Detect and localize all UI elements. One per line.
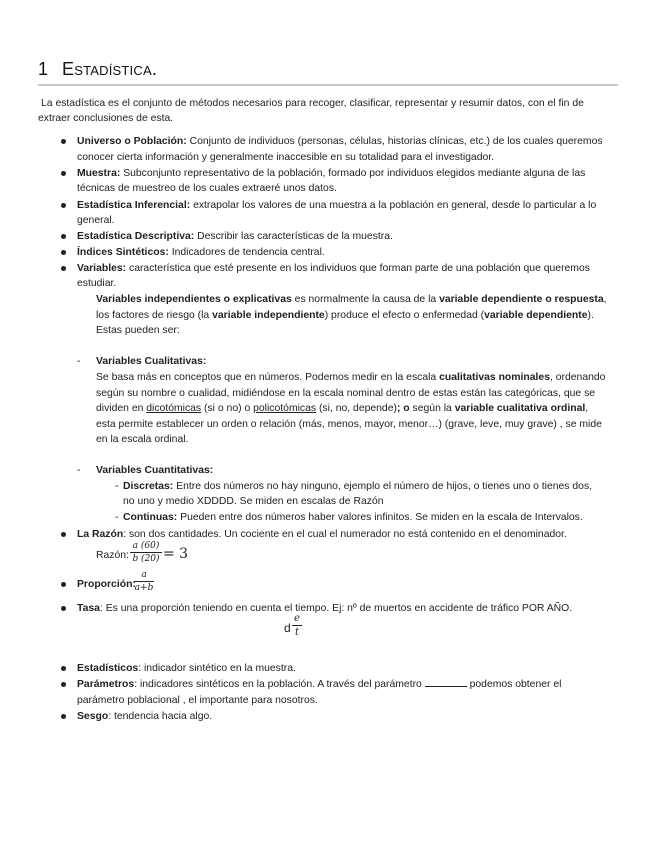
discretas-text: Entre dos números no hay ninguno, ejemplo el número de hijos, o tienes uno o tienes dos, xyxy=(173,481,593,492)
cualitativas-line-4: esta permite establecer un orden o relación (más, menos, mayor, menor…) (grave, leve, muy grave) , se mide xyxy=(96,419,602,430)
tasa-text: : Es una proporción teniendo en cuenta el tiempo. Ej: nº de muertos en accidente de tráfico POR AÑO. xyxy=(99,603,573,614)
indep-line-1 xyxy=(96,292,607,308)
bullet-icon xyxy=(61,250,66,255)
universo-text: Conjunto de individuos (personas, células, historias clínicas, etc.) de los cuales queremos xyxy=(186,136,603,147)
variables-term: Variables: xyxy=(77,263,127,274)
cuantitativas-term xyxy=(96,463,213,479)
cual-policotomicas: policotómicas xyxy=(253,403,317,414)
indep-text: es normalmente la causa de la xyxy=(291,294,440,305)
cual-dicotomicas: dicotómicas xyxy=(146,403,202,414)
muestra-text: Subconjunto representativo de la población, formado por individuos elegidos mediante alguna de las xyxy=(120,168,586,179)
discretas-dash: - xyxy=(115,481,119,492)
cual-text-3e: (si, no, depende) xyxy=(316,403,397,414)
variables-text: característica que esté presente en los individuos que forman parte de una población que queremos xyxy=(126,263,590,274)
razon-term: La Razón xyxy=(77,529,124,540)
muestra-line-1 xyxy=(77,166,585,182)
bullet-icon xyxy=(61,203,66,208)
cualitativas-term xyxy=(96,354,206,370)
proporcion-line xyxy=(77,577,136,593)
bullet-icon xyxy=(61,682,66,687)
sesgo-text: : tendencia hacia algo. xyxy=(108,711,213,722)
universo-line-1 xyxy=(77,134,603,150)
bullet-icon xyxy=(61,714,66,719)
indep-line-2 xyxy=(96,308,594,324)
cual-text-1c: , ordenando xyxy=(549,372,606,383)
cual-o: ; o xyxy=(396,403,410,414)
razon-denominator: b (20) xyxy=(132,554,160,564)
razon-result: = 3 xyxy=(163,546,189,562)
tasa-line xyxy=(77,601,572,617)
cualitativas-line-1 xyxy=(96,370,605,386)
estadisticos-line xyxy=(77,661,296,677)
bullet-icon xyxy=(61,139,66,144)
indices-line xyxy=(77,245,325,261)
cualitativas-line-3 xyxy=(96,401,588,417)
indep-text-2: los factores de riesgo (la xyxy=(96,310,213,321)
razon-label: Razón: xyxy=(96,550,129,561)
razon-fraction xyxy=(130,541,162,564)
bullet-icon xyxy=(61,266,66,271)
variables-line-1 xyxy=(77,261,590,277)
continuas-line xyxy=(123,510,583,526)
tasa-d: d xyxy=(284,621,291,635)
inferencial-text: extrapolar los valores de una muestra a la población en general, desde lo particular a lo xyxy=(190,200,597,211)
bullet-icon xyxy=(61,606,66,611)
fraction-line xyxy=(292,625,302,626)
muestra-line-2: técnicas de muestreo de los cuales extraeré unos datos. xyxy=(77,183,337,194)
cual-comma: , xyxy=(585,403,589,414)
indep-comma: , xyxy=(603,294,607,305)
continuas-dash: - xyxy=(115,512,119,523)
cualitativas-line-5: en la escala ordinal. xyxy=(96,434,189,445)
indep-term: Variables independientes o explicativas xyxy=(96,294,292,305)
cualitativas-line-2: según su nombre o cualidad, midiéndose en la escala nominal dentro de estas están las categóricas, que se xyxy=(96,388,596,399)
intro-line-2: extraer conclusiones de esta. xyxy=(38,113,174,124)
descriptiva-term: Estadística Descriptiva: xyxy=(77,231,195,242)
tasa-fraction xyxy=(292,613,302,638)
descriptiva-line xyxy=(77,229,393,245)
tasa-term: Tasa xyxy=(77,603,100,614)
discretas-line-1 xyxy=(123,479,592,495)
cual-text-3a: dividen en xyxy=(96,403,147,414)
section-title: Estadística. xyxy=(62,59,158,79)
cual-nominal: cualitativas nominales xyxy=(439,372,550,383)
indep-close: ). xyxy=(587,310,594,321)
estadisticos-text: : indicador sintético en la muestra. xyxy=(138,663,296,674)
descriptiva-text: Describir las características de la muestra. xyxy=(194,231,393,242)
universo-term: Universo o Población: xyxy=(77,136,187,147)
parametros-line-1 xyxy=(77,677,561,693)
bullet-icon xyxy=(61,171,66,176)
cual-ordinal: variable cualitativa ordinal xyxy=(454,403,586,414)
muestra-term: Muestra: xyxy=(77,168,121,179)
discretas-term: Discretas: xyxy=(123,481,174,492)
indices-term: Índices Sintéticos: xyxy=(77,247,169,258)
proporcion-denominator: a+b xyxy=(134,583,154,593)
indep-term-2: variable independiente xyxy=(212,310,325,321)
sesgo-line xyxy=(77,709,212,725)
intro-line-1: La estadística es el conjunto de métodos necesarios para recoger, clasificar, representar y resumir datos, con el fin de xyxy=(41,98,584,109)
bullet-icon xyxy=(61,666,66,671)
cual-text-3g: según la xyxy=(409,403,455,414)
variables-line-2: estudiar. xyxy=(77,278,117,289)
dep-term-2: variable dependiente xyxy=(484,310,588,321)
razon-text: : son dos cantidades. Un cociente en el cual el numerador no está contenido en el denominador. xyxy=(123,529,567,540)
heading-rule xyxy=(38,84,618,86)
cual-text-3c: (si o no) o xyxy=(201,403,254,414)
fraction-line xyxy=(130,552,162,553)
universo-line-2: conocer cierta información y generalmente inaccesible en su totalidad para el investigador. xyxy=(77,152,495,163)
bullet-icon xyxy=(61,582,66,587)
cualitativas-term-text: Variables Cualitativas: xyxy=(96,356,207,367)
inferencial-line-2: general. xyxy=(77,215,115,226)
cual-text-1: Se basa más en conceptos que en números. Podemos medir en la escala xyxy=(96,372,440,383)
proporcion-term: Proporción: xyxy=(77,579,136,590)
estadisticos-term: Estadísticos xyxy=(77,663,139,674)
parametros-text: : indicadores sintéticos en la población. A través del parámetro xyxy=(134,679,425,690)
section-heading xyxy=(38,58,157,80)
discretas-line-2: no uno y medio XDDDD. Se miden en escalas de Razón xyxy=(123,496,384,507)
bullet-icon xyxy=(61,234,66,239)
parametros-line-2: parámetro poblacional , el importante para nosotros. xyxy=(77,695,318,706)
proporcion-numerator: a xyxy=(141,570,147,580)
proporcion-fraction xyxy=(134,570,154,593)
blank-line xyxy=(425,677,467,687)
section-number: 1 xyxy=(38,59,49,79)
tasa-denominator: t xyxy=(294,627,300,638)
indices-text: Indicadores de tendencia central. xyxy=(168,247,325,258)
fraction-line xyxy=(134,581,154,582)
continuas-text: Pueden entre dos números haber valores infinitos. Se miden en la escala de Intervalos. xyxy=(177,512,583,523)
parametros-term: Parámetros xyxy=(77,679,135,690)
tasa-numerator: e xyxy=(294,613,300,624)
razon-numerator: a (60) xyxy=(132,541,160,551)
inferencial-line-1 xyxy=(77,198,596,214)
continuas-term: Continuas: xyxy=(123,512,178,523)
cualitativas-dash: - xyxy=(77,356,81,367)
parametros-text-2: podemos obtener el xyxy=(466,679,562,690)
inferencial-term: Estadística Inferencial: xyxy=(77,200,191,211)
cuantitativas-term-text: Variables Cuantitativas: xyxy=(96,465,214,476)
sesgo-term: Sesgo xyxy=(77,711,109,722)
cuantitativas-dash: - xyxy=(77,465,81,476)
bullet-icon xyxy=(61,532,66,537)
dep-term: variable dependiente o respuesta xyxy=(439,294,604,305)
indep-text-3: ) produce el efecto o enfermedad ( xyxy=(324,310,485,321)
indep-line-3: Estas pueden ser: xyxy=(96,325,180,336)
